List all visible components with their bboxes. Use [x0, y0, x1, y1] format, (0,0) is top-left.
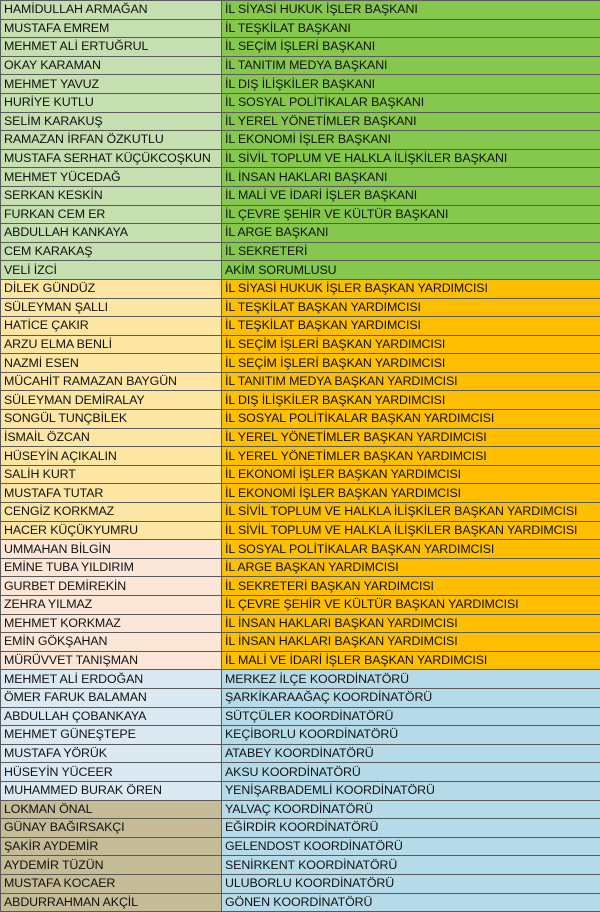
table-row [1, 893, 600, 912]
table-row [1, 242, 600, 261]
person-name-cell: VELİ İZCİ [1, 261, 222, 280]
person-name-cell: SÜLEYMAN DEMİRALAY [1, 391, 222, 410]
table-row [1, 596, 600, 615]
role-cell: AKİM SORUMLUSU [222, 261, 600, 280]
table-row [1, 670, 600, 689]
role-cell: YENİŞARBADEMLİ KOORDİNATÖRÜ [222, 781, 600, 800]
person-name-cell: MEHMET ALİ ERDOĞAN [1, 670, 222, 689]
person-name-cell: OKAY KARAMAN [1, 56, 222, 75]
table-row [1, 19, 600, 38]
table-row [1, 317, 600, 336]
role-cell: AKSU KOORDİNATÖRÜ [222, 763, 600, 782]
person-name-cell: SÜLEYMAN ŞALLI [1, 298, 222, 317]
person-name-cell: SERKAN KESKİN [1, 186, 222, 205]
role-cell: ŞARKİKARAAĞAÇ KOORDİNATÖRÜ [222, 688, 600, 707]
person-name-cell: MUHAMMED BURAK ÖREN [1, 781, 222, 800]
table-row [1, 168, 600, 187]
role-cell: İL SEKRETERİ [222, 242, 600, 261]
person-name-cell: İSMAİL ÖZCAN [1, 428, 222, 447]
table-row [1, 726, 600, 745]
role-cell: İL EKONOMİ İŞLER BAŞKAN YARDIMCISI [222, 484, 600, 503]
table-row [1, 391, 600, 410]
role-cell: İL TANITIM MEDYA BAŞKANI [222, 56, 600, 75]
person-name-cell: ABDULLAH KANKAYA [1, 224, 222, 243]
table-row [1, 856, 600, 875]
person-name-cell: MEHMET GÜNEŞTEPE [1, 726, 222, 745]
person-name-cell: ÖMER FARUK BALAMAN [1, 688, 222, 707]
role-cell: İL DIŞ İLİŞKİLER BAŞKANI [222, 75, 600, 94]
person-name-cell: SONGÜL TUNÇBİLEK [1, 410, 222, 429]
role-cell: İL YEREL YÖNETİMLER BAŞKANI [222, 112, 600, 131]
person-name-cell: CENGİZ KORKMAZ [1, 503, 222, 522]
person-name-cell: MUSTAFA YÖRÜK [1, 744, 222, 763]
role-cell: YALVAÇ KOORDİNATÖRÜ [222, 800, 600, 819]
role-cell: İL TEŞKİLAT BAŞKAN YARDIMCISI [222, 317, 600, 336]
role-cell: KEÇİBORLU KOORDİNATÖRÜ [222, 726, 600, 745]
person-name-cell: MUSTAFA EMREM [1, 19, 222, 38]
role-cell: İL YEREL YÖNETİMLER BAŞKAN YARDIMCISI [222, 447, 600, 466]
person-name-cell: NAZMİ ESEN [1, 354, 222, 373]
table-row [1, 38, 600, 57]
table-row [1, 688, 600, 707]
person-name-cell: CEM KARAKAŞ [1, 242, 222, 261]
person-name-cell: MÜCAHİT RAMAZAN BAYGÜN [1, 372, 222, 391]
person-name-cell: LOKMAN ÖNAL [1, 800, 222, 819]
role-cell: SENİRKENT KOORDİNATÖRÜ [222, 856, 600, 875]
role-cell: ULUBORLU KOORDİNATÖRÜ [222, 874, 600, 893]
table-row [1, 205, 600, 224]
role-cell: İL İNSAN HAKLARI BAŞKAN YARDIMCISI [222, 614, 600, 633]
person-name-cell: EMİNE TUBA YILDIRIM [1, 558, 222, 577]
table-row [1, 131, 600, 150]
table-row [1, 298, 600, 317]
table-row [1, 540, 600, 559]
table-row [1, 279, 600, 298]
table-body [1, 1, 600, 912]
table-row [1, 503, 600, 522]
table-row [1, 93, 600, 112]
person-name-cell: MEHMET YAVUZ [1, 75, 222, 94]
table-row [1, 354, 600, 373]
role-cell: İL ARGE BAŞKAN YARDIMCISI [222, 558, 600, 577]
table-row [1, 484, 600, 503]
table-row [1, 707, 600, 726]
role-cell: İL SEÇİM İŞLERİ BAŞKANI [222, 38, 600, 57]
person-name-cell: MUSTAFA SERHAT KÜÇÜKCOŞKUN [1, 149, 222, 168]
person-name-cell: HATİCE ÇAKIR [1, 317, 222, 336]
role-cell: İL SOSYAL POLİTİKALAR BAŞKAN YARDIMCISI [222, 410, 600, 429]
table-row [1, 447, 600, 466]
table-row [1, 558, 600, 577]
role-cell: GÖNEN KOORDİNATÖRÜ [222, 893, 600, 912]
table-row [1, 261, 600, 280]
role-cell: İL EKONOMİ İŞLER BAŞKANI [222, 131, 600, 150]
table-row [1, 521, 600, 540]
role-cell: İL İNSAN HAKLARI BAŞKAN YARDIMCISI [222, 633, 600, 652]
person-name-cell: DİLEK GÜNDÜZ [1, 279, 222, 298]
role-cell: İL TEŞKİLAT BAŞKAN YARDIMCISI [222, 298, 600, 317]
role-cell: İL MALİ VE İDARİ İŞLER BAŞKANI [222, 186, 600, 205]
person-name-cell: AYDEMİR TÜZÜN [1, 856, 222, 875]
table-row [1, 763, 600, 782]
person-name-cell: MEHMET YÜCEDAĞ [1, 168, 222, 187]
person-name-cell: SELİM KARAKUŞ [1, 112, 222, 131]
table-row [1, 819, 600, 838]
table-row [1, 75, 600, 94]
table-row [1, 56, 600, 75]
person-name-cell: ABDURRAHMAN AKÇİL [1, 893, 222, 912]
table-row [1, 800, 600, 819]
person-name-cell: HURİYE KUTLU [1, 93, 222, 112]
role-cell: İL ÇEVRE ŞEHİR VE KÜLTÜR BAŞKANI [222, 205, 600, 224]
person-name-cell: ŞAKİR AYDEMİR [1, 837, 222, 856]
table-row [1, 577, 600, 596]
role-cell: İL MALİ VE İDARİ İŞLER BAŞKAN YARDIMCISI [222, 651, 600, 670]
table-row [1, 465, 600, 484]
table-row [1, 651, 600, 670]
person-name-cell: ZEHRA YILMAZ [1, 596, 222, 615]
role-cell: İL SİVİL TOPLUM VE HALKLA İLİŞKİLER BAŞKAN YARDIMCISI [222, 503, 600, 522]
table-row [1, 410, 600, 429]
person-name-cell: ABDULLAH ÇOBANKAYA [1, 707, 222, 726]
person-name-cell: HÜSEYİN AÇIKALIN [1, 447, 222, 466]
role-cell: İL ARGE BAŞKANI [222, 224, 600, 243]
table-row [1, 633, 600, 652]
table-row [1, 837, 600, 856]
role-cell: İL TEŞKİLAT BAŞKANI [222, 19, 600, 38]
person-name-cell: ARZU ELMA BENLİ [1, 335, 222, 354]
person-name-cell: UMMAHAN BİLGİN [1, 540, 222, 559]
role-cell: İL ÇEVRE ŞEHİR VE KÜLTÜR BAŞKAN YARDIMCISI [222, 596, 600, 615]
role-cell: İL İNSAN HAKLARI BAŞKANI [222, 168, 600, 187]
table-row [1, 781, 600, 800]
role-cell: İL SİYASİ HUKUK İŞLER BAŞKAN YARDIMCISI [222, 279, 600, 298]
person-name-cell: SALİH KURT [1, 465, 222, 484]
table-row [1, 614, 600, 633]
person-name-cell: GÜNAY BAĞIRSAKÇI [1, 819, 222, 838]
role-cell: İL YEREL YÖNETİMLER BAŞKAN YARDIMCISI [222, 428, 600, 447]
role-cell: MERKEZ İLÇE KOORDİNATÖRÜ [222, 670, 600, 689]
role-cell: İL SİVİL TOPLUM VE HALKLA İLİŞKİLER BAŞKAN YARDIMCISI [222, 521, 600, 540]
person-name-cell: HAMİDULLAH ARMAĞAN [1, 1, 222, 20]
person-name-cell: GURBET DEMİREKİN [1, 577, 222, 596]
role-cell: İL SEÇİM İŞLERİ BAŞKAN YARDIMCISI [222, 354, 600, 373]
table-row [1, 874, 600, 893]
person-name-cell: HÜSEYİN YÜCEER [1, 763, 222, 782]
role-cell: İL DIŞ İLİŞKİLER BAŞKAN YARDIMCISI [222, 391, 600, 410]
person-name-cell: MUSTAFA TUTAR [1, 484, 222, 503]
table-row [1, 1, 600, 20]
table-row [1, 335, 600, 354]
role-cell: İL SİYASİ HUKUK İŞLER BAŞKANI [222, 1, 600, 20]
person-name-cell: MEHMET KORKMAZ [1, 614, 222, 633]
role-cell: SÜTÇÜLER KOORDİNATÖRÜ [222, 707, 600, 726]
role-cell: EĞİRDİR KOORDİNATÖRÜ [222, 819, 600, 838]
person-name-cell: FURKAN CEM ER [1, 205, 222, 224]
person-name-cell: MÜRÜVVET TANIŞMAN [1, 651, 222, 670]
table-row [1, 428, 600, 447]
person-name-cell: MEHMET ALİ ERTUĞRUL [1, 38, 222, 57]
role-cell: İL SİVİL TOPLUM VE HALKLA İLİŞKİLER BAŞKANI [222, 149, 600, 168]
role-cell: ATABEY KOORDİNATÖRÜ [222, 744, 600, 763]
role-cell: İL EKONOMİ İŞLER BAŞKAN YARDIMCISI [222, 465, 600, 484]
table-row [1, 186, 600, 205]
person-name-cell: RAMAZAN İRFAN ÖZKUTLU [1, 131, 222, 150]
table-row [1, 149, 600, 168]
role-cell: İL SEÇİM İŞLERİ BAŞKAN YARDIMCISI [222, 335, 600, 354]
person-name-cell: MUSTAFA KOCAER [1, 874, 222, 893]
table-row [1, 372, 600, 391]
table-row [1, 112, 600, 131]
role-cell: İL SOSYAL POLİTİKALAR BAŞKANI [222, 93, 600, 112]
person-name-cell: HACER KÜÇÜKYUMRU [1, 521, 222, 540]
role-cell: GELENDOST KOORDİNATÖRÜ [222, 837, 600, 856]
role-cell: İL TANITIM MEDYA BAŞKAN YARDIMCISI [222, 372, 600, 391]
table-row [1, 224, 600, 243]
table-row [1, 744, 600, 763]
person-name-cell: EMİN GÖKŞAHAN [1, 633, 222, 652]
role-cell: İL SEKRETERİ BAŞKAN YARDIMCISI [222, 577, 600, 596]
role-cell: İL SOSYAL POLİTİKALAR BAŞKAN YARDIMCISI [222, 540, 600, 559]
